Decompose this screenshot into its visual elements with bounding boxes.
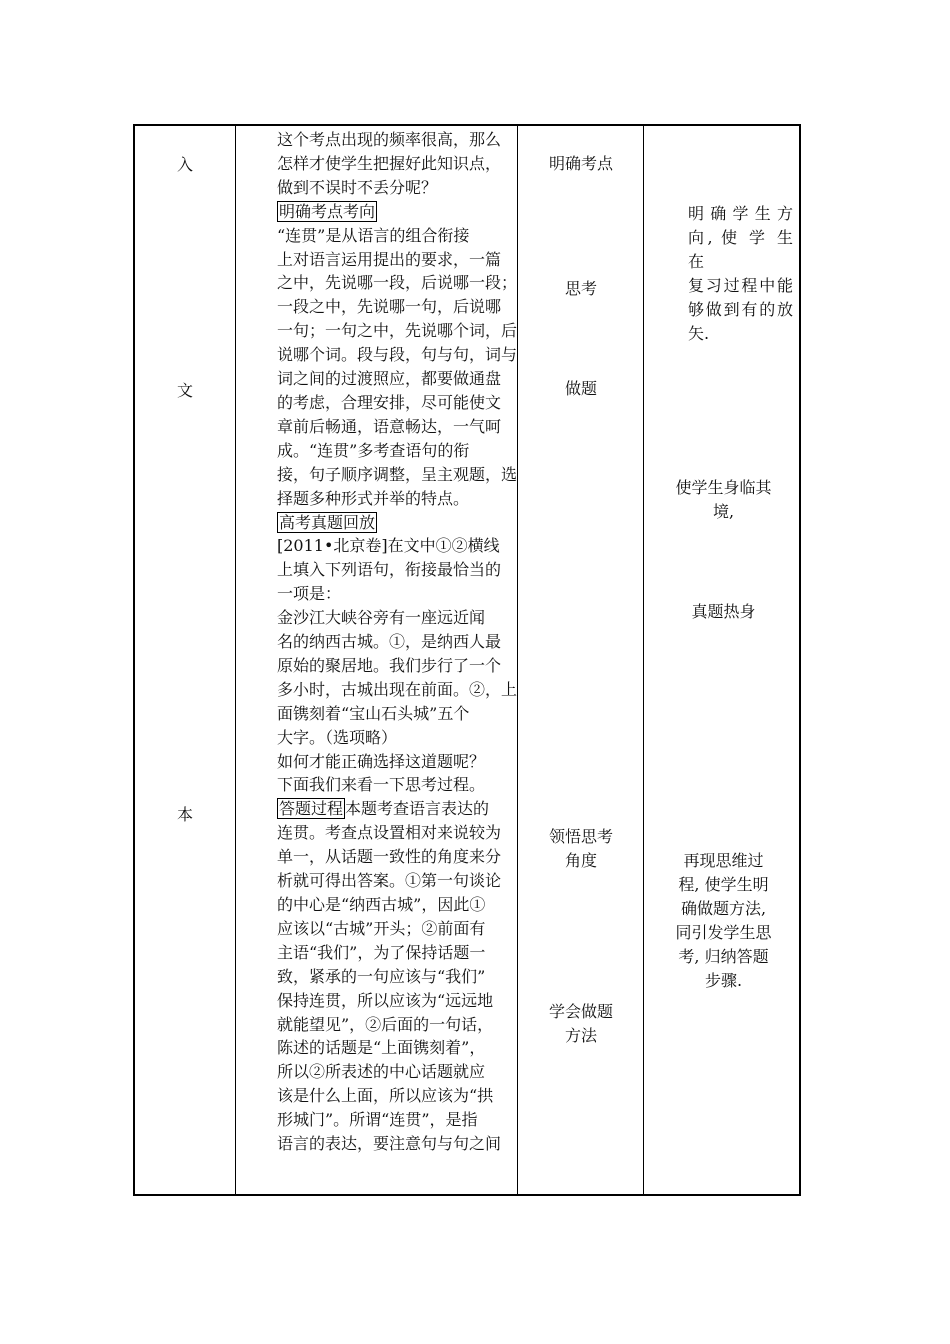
content-line: 形城门”。所谓“连贯”，是指 [277,1110,478,1130]
content-line: 一段之中，先说哪一句，后说哪 [277,297,502,317]
content-line: 面镌刻着“宝山石头城”五个 [277,703,470,723]
intent-block [646,600,801,624]
activity-item: 领悟思考 [548,827,613,846]
design-intent-column [646,126,801,1194]
content-line: 下面我们来看一下思考过程。 [277,775,486,795]
content-line: 连贯。考查点设置相对来说较为 [277,823,502,843]
content-line: 一句；一句之中，先说哪个词，后 [277,321,518,341]
intent-line: 明 确 学 生 方 [688,204,793,223]
intent-line: 境, [712,501,735,521]
content-line: 答题过程 本题考查语言表达的 [279,799,490,819]
stage-char: 入 [176,155,193,174]
content-line: 致，紧承的一句应该与“我们” [277,966,486,986]
content-line: 多小时，古城出现在前面。②，上 [277,679,518,699]
content-line: 语言的表达，要注意句与句之间 [277,1134,502,1154]
content-line: 保持连贯，所以应该为“远远地 [277,990,494,1010]
activity-item: 明确考点 [548,154,613,173]
intent-line: 复习过程中能 [688,275,793,295]
content-line: 析就可得出答案。①第一句谈论 [277,871,502,891]
content-line: 上对语言运用提出的要求，一篇 [277,249,502,269]
intent-line: 确做题方法, [680,898,767,918]
activity-item: 方法 [564,1026,597,1045]
content-line: 词之间的过渡照应，都要做通盘 [277,369,502,389]
intent-block [646,476,801,524]
section-heading: 明确考点考向 [279,201,376,221]
content-line: 成。“连贯”多考查语句的衔 [277,440,470,460]
student-activity-column [518,126,644,1194]
content-line: [2011•北京卷]在文中①②横线 [277,536,500,556]
intent-line: 矢. [688,323,710,343]
content-line: 的中心是“纳西古城”，因此① [277,895,486,914]
intent-block [688,202,793,345]
activity-item: 角度 [564,851,597,870]
lesson-table [133,124,801,1196]
intent-line: 程, 使学生明 [678,874,769,894]
content-line: 陈述的话题是“上面镌刻着”， [277,1038,486,1058]
stage-char: 文 [176,381,193,400]
content-line: 大字。（选项略） [277,727,398,747]
content-line: 就能望见”，②后面的一句话， [277,1014,494,1034]
content-line: 所以②所表述的中心话题就应 [277,1062,486,1082]
content-line: 应该以“古城”开头；②前面有 [277,918,486,938]
section-heading: 高考真题回放 [279,512,376,532]
content-line: 一项是： [277,584,342,604]
section-heading-line [277,511,513,535]
intent-line: 同引发学生思 [675,922,772,942]
content-line: 如何才能正确选择这道题呢？ [277,751,486,771]
content-line: 之中，先说哪一段，后说哪一段； [277,273,518,293]
content-line: 该是什么上面，所以应该为“拱 [277,1086,494,1106]
activity-item: 学会做题 [548,1002,613,1021]
intent-line: 向, 使 学 生 在 [688,227,793,271]
content-line: 章前后畅通，语意畅达，一气呵 [277,416,502,436]
content-line: 做到不误时不丢分呢？ [277,177,438,197]
activity-item: 思考 [564,279,597,298]
section-heading-line [277,200,513,224]
column-divider [235,126,236,1194]
activity-item: 做题 [564,379,597,398]
intent-line: 使学生身临其 [675,478,772,497]
content-line: 主语“我们”，为了保持话题一 [277,942,486,962]
intent-line: 够做到有的放 [688,299,793,319]
content-line: 说哪个词。段与段，句与句，词与 [277,345,518,365]
content-line: 名的纳西古城。①，是纳西人最 [277,632,502,652]
intent-line: 步骤. [704,970,743,990]
content-line: 的考虑，合理安排，尽可能使文 [277,392,502,412]
intent-line: 再现思维过 [683,851,764,870]
stage-char: 本 [176,805,193,824]
content-line: 原始的聚居地。我们步行了一个 [277,655,502,675]
content-line: 这个考点出现的频率很高，那么 [277,130,502,149]
content-line: 金沙江大峡谷旁有一座远近闻 [277,608,486,628]
intent-line: 考, 归纳答题 [678,946,769,966]
content-line: 接，句子顺序调整，呈主观题，选 [277,464,518,484]
content-column [277,128,518,1156]
content-line: 单一，从话题一致性的角度来分 [277,847,502,867]
intent-line: 真题热身 [691,602,756,621]
content-line: 怎样才使学生把握好此知识点， [277,153,502,173]
intent-block [646,849,801,992]
content-line: 择题多种形式并举的特点。 [277,488,470,508]
content-line: “连贯”是从语言的组合衔接 [277,225,470,245]
section-heading: 答题过程 [279,799,344,819]
content-line: 上填入下列语句，衔接最恰当的 [277,560,502,580]
